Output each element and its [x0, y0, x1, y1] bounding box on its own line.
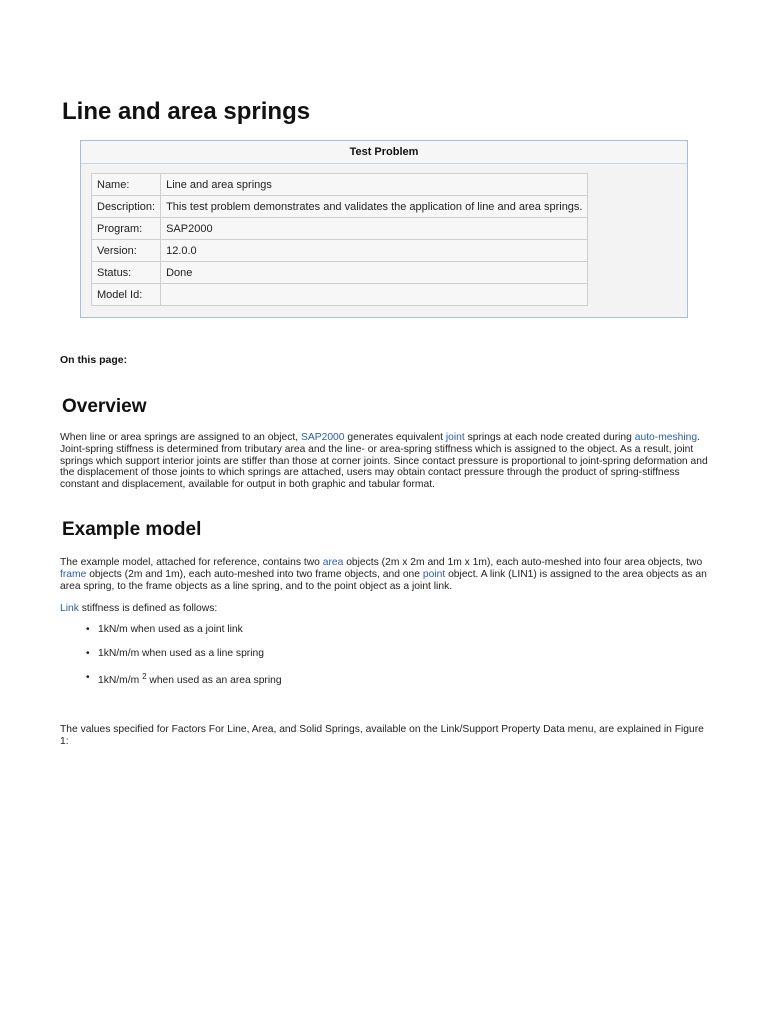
page-title: Line and area springs — [62, 98, 311, 125]
overview-heading: Overview — [62, 396, 147, 417]
property-key: Program: — [92, 218, 161, 240]
example-paragraph: The example model, attached for reference, contains two area objects (2m x 2m and 1m x 1m), each auto-meshed into four area objects, two frame objects (2m and 1m), each auto-meshed into two frame objects, and one point object. A link (LIN1) is assigned to the area objects as an area spring, to the frame objects as a line spring, and to the point object as a joint link. — [60, 557, 707, 592]
test-problem-table — [91, 173, 588, 306]
property-key: Status: — [92, 262, 161, 284]
link-stiffness-paragraph: Link stiffness is defined as follows: — [60, 603, 218, 614]
table-row — [92, 174, 588, 196]
link-link[interactable]: Link — [60, 603, 79, 614]
table-row — [92, 196, 588, 218]
property-key: Name: — [92, 174, 161, 196]
on-this-page-label: On this page: — [60, 354, 128, 366]
bullet-icon: • — [86, 672, 90, 683]
table-row — [92, 262, 588, 284]
figure-intro-paragraph: The values specified for Factors For Line, Area, and Solid Springs, available on the Link/Support Property Data menu, are explained in Figure 1: — [60, 724, 704, 747]
property-value: This test problem demonstrates and validates the application of line and area springs. — [161, 196, 588, 218]
link-auto-meshing[interactable]: auto-meshing — [634, 432, 698, 443]
test-problem-panel — [80, 140, 688, 318]
stiffness-list — [86, 624, 282, 696]
property-value: Line and area springs — [161, 174, 588, 196]
list-item: • 1kN/m when used as a joint link — [86, 624, 243, 635]
link-area[interactable]: area — [322, 557, 344, 568]
link-joint[interactable]: joint — [445, 432, 465, 443]
property-key: Description: — [92, 196, 161, 218]
property-value: SAP2000 — [161, 218, 588, 240]
property-value — [161, 284, 588, 306]
property-value: Done — [161, 262, 588, 284]
property-key: Version: — [92, 240, 161, 262]
overview-paragraph: When line or area springs are assigned to an object, SAP2000 generates equivalent joint springs at each node created during auto-meshing. Joint-spring stiffness is determined from tributary area and the line- or area-spring stiffness which is assigned to the object. As a result, joint springs which support interior joints are stiffer than those at corner joints. Since contact pressure is proportional to joint-spring deformation and the displacement of those joints to which springs are attached, users may obtain contact pressure through the product of spring-stiffness constant and displacement, available for output in both graphic and tabular format. — [60, 432, 708, 491]
test-problem-header: Test Problem — [81, 141, 687, 164]
table-row — [92, 240, 588, 262]
bullet-icon: • — [86, 648, 90, 659]
table-row — [92, 218, 588, 240]
table-row — [92, 284, 588, 306]
list-item: • 1kN/m/m when used as a line spring — [86, 648, 264, 659]
property-key: Model Id: — [92, 284, 161, 306]
property-value: 12.0.0 — [161, 240, 588, 262]
bullet-icon: • — [86, 624, 90, 635]
link-point[interactable]: point — [422, 568, 446, 580]
link-sap2000[interactable]: SAP2000 — [300, 432, 345, 443]
list-item: • 1kN/m/m $^2$ when used as an area spring — [86, 672, 282, 686]
example-model-heading: Example model — [62, 519, 202, 540]
link-frame[interactable]: frame — [60, 568, 87, 580]
